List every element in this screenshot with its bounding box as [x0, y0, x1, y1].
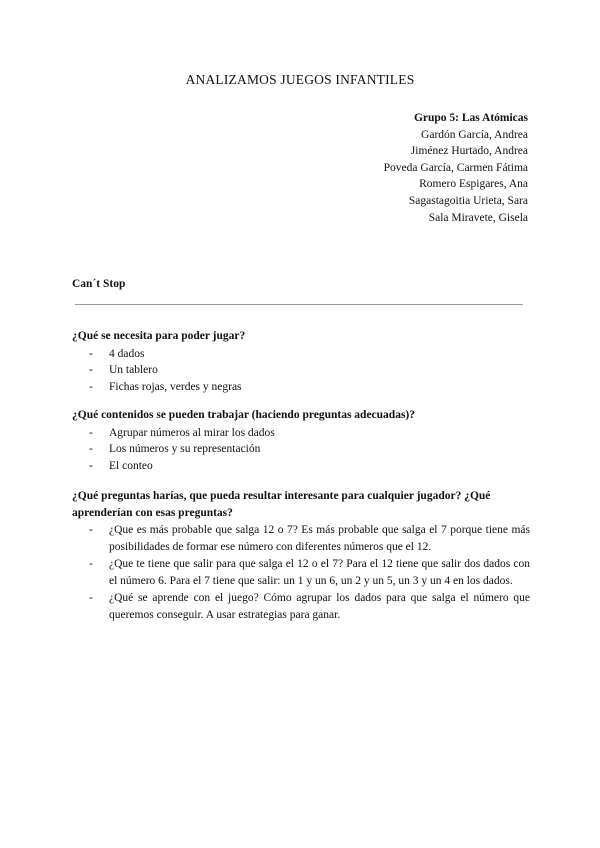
list-item: [72, 458, 530, 475]
list-item: [72, 425, 530, 442]
list-item-text: Fichas rojas, verdes y negras: [109, 380, 242, 393]
list-item-text: Agrupar números al mirar los dados: [109, 426, 275, 439]
dash-bullet: -: [89, 459, 93, 472]
section-requirements: [72, 328, 530, 395]
section-contents: [72, 407, 530, 474]
member-name: Sala Miravete, Gisela: [428, 211, 528, 224]
list-item-text: ¿Qué se aprende con el juego? Cómo agrupar los dados para que salga el número que queremos conseguir. A usar estrategias para ganar.: [109, 592, 530, 621]
group-name: Grupo 5: Las Atómicas: [413, 112, 528, 124]
list-item: [72, 362, 530, 379]
document-title: ANALIZAMOS JUEGOS INFANTILES: [185, 72, 415, 87]
list-item-text: Los números y su representación: [109, 443, 261, 455]
list-item: [72, 379, 530, 396]
game-title: Can´t Stop: [72, 278, 126, 290]
horizontal-divider: [75, 304, 523, 305]
authors-block: [384, 110, 528, 226]
dash-bullet: -: [89, 347, 93, 360]
dash-bullet: -: [89, 426, 93, 439]
item-list: [72, 346, 530, 396]
item-list: [72, 425, 530, 475]
member-name: Sagastagoitia Urieta, Sara: [408, 194, 528, 207]
list-item-text: 4 dados: [109, 347, 145, 360]
item-list: [72, 522, 530, 623]
section-question: ¿Qué contenidos se pueden trabajar (haciendo preguntas adecuadas)?: [72, 409, 416, 421]
dash-bullet: -: [89, 592, 93, 604]
dash-bullet: -: [89, 558, 93, 570]
member-name: Poveda García, Carmen Fátima: [383, 161, 528, 174]
member-name: Jiménez Hurtado, Andrea: [410, 145, 528, 158]
member-name: Romero Espigares, Ana: [419, 178, 528, 191]
list-item-text: ¿Que te tiene que salir para que salga el 12 o el 7? Para el 12 tiene que salir dos dados con el número 6. Para el 7 tiene que salir: un 1 y un 6, un 2 y un 5, un 3 y un 4 en los dados.: [109, 558, 530, 587]
list-item: [72, 441, 530, 458]
list-item: [72, 556, 530, 589]
dash-bullet: -: [89, 524, 93, 536]
list-item: [72, 346, 530, 363]
list-item-text: Un tablero: [109, 364, 158, 376]
dash-bullet: -: [89, 443, 93, 455]
list-item: [72, 522, 530, 555]
section-questions: [72, 488, 530, 624]
member-name: Gardón García, Andrea: [421, 128, 528, 141]
section-question: ¿Qué preguntas harías, que pueda resultar interesante para cualquier jugador? ¿Qué aprenderían con esas preguntas?: [72, 490, 491, 519]
dash-bullet: -: [89, 364, 93, 376]
dash-bullet: -: [89, 380, 93, 393]
list-item: [72, 590, 530, 623]
section-question: ¿Qué se necesita para poder jugar?: [72, 330, 246, 342]
list-item-text: ¿Que es más probable que salga 12 o 7? Es más probable que salga el 7 porque tiene más posibilidades de formar ese número con diferentes números que el 12.: [109, 524, 530, 553]
list-item-text: El conteo: [109, 459, 153, 472]
